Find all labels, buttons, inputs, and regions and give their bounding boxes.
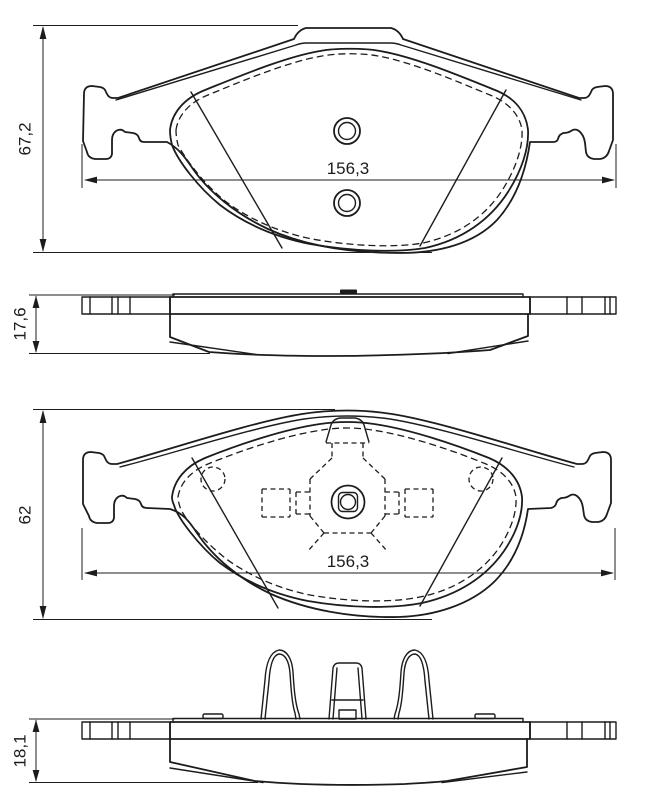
plate-body	[170, 297, 530, 314]
chamfer-diagonal-left	[192, 458, 278, 608]
arrowhead-down	[33, 341, 40, 353]
arrowhead-down	[40, 239, 47, 252]
backing-plate-edge	[82, 290, 616, 315]
pad-edge-view-upper	[10, 290, 616, 357]
backing-plate-outline	[83, 411, 611, 618]
retaining-tab	[340, 290, 357, 295]
damper-tail	[371, 533, 388, 552]
arrowhead-up	[33, 720, 40, 733]
plate-top-inner-line	[116, 43, 581, 100]
backing-plate-edge	[82, 714, 616, 739]
arrowhead-up	[40, 410, 47, 423]
arrowhead-down	[40, 606, 47, 619]
arrowhead-left	[84, 570, 97, 577]
damper-tail	[307, 533, 324, 552]
plate-end-left	[82, 722, 170, 739]
dimension-label-thickness: 18,1	[10, 734, 30, 768]
arrowhead-up	[40, 26, 47, 39]
plate-top-inner-line	[120, 416, 574, 467]
plate-body	[170, 722, 530, 739]
center-clip-inner-wall	[333, 668, 337, 719]
shim-tab-right	[475, 714, 495, 719]
dimension-label-thickness: 17,6	[10, 307, 30, 341]
damper-assembly	[262, 418, 433, 552]
hidden-hole-right	[469, 467, 493, 491]
fastener-outer-circle	[332, 486, 365, 519]
arrowhead-right	[602, 177, 615, 184]
damper-flare	[363, 458, 385, 479]
rivet-hole-upper-inner	[339, 123, 356, 140]
dimension-label-height: 67,2	[15, 122, 35, 156]
plate-end-right	[530, 722, 616, 739]
spring-clips	[261, 650, 433, 719]
dimension-label-width: 156,3	[326, 552, 370, 571]
rivet-hole-lower-inner	[339, 195, 356, 212]
dimension-label-width: 156,3	[326, 159, 370, 178]
backing-plate-outline	[83, 28, 613, 253]
center-clip-inner-wall	[358, 668, 362, 719]
chamfer-diagonal-right	[420, 458, 502, 606]
dimension-label-height: 62	[15, 505, 35, 525]
damper-body-chamfer	[371, 516, 385, 533]
center-clip-foot	[339, 710, 356, 719]
plate-end-left	[82, 297, 170, 314]
chamfer-facet-right	[448, 341, 528, 354]
chamfer-diagonal-left	[191, 92, 282, 248]
arrowhead-right	[601, 570, 614, 577]
arrowhead-down	[33, 770, 40, 782]
arrowhead-left	[84, 177, 97, 184]
shim-tab-left	[203, 714, 223, 719]
arrowhead-up	[33, 296, 40, 309]
fastener-inner-circle	[341, 495, 356, 510]
damper-flare	[310, 458, 332, 479]
chamfer-facet-left	[170, 768, 263, 783]
fastener-square	[339, 493, 358, 512]
plate-end-right	[530, 297, 616, 314]
pad-edge-view-lower	[10, 650, 616, 785]
pad-front-view-upper	[15, 26, 616, 254]
pad-front-view-lower	[15, 410, 615, 620]
damper-body-chamfer	[310, 516, 324, 533]
chamfer-dashed-contour	[176, 54, 522, 246]
chamfer-dashed-contour	[178, 428, 516, 601]
